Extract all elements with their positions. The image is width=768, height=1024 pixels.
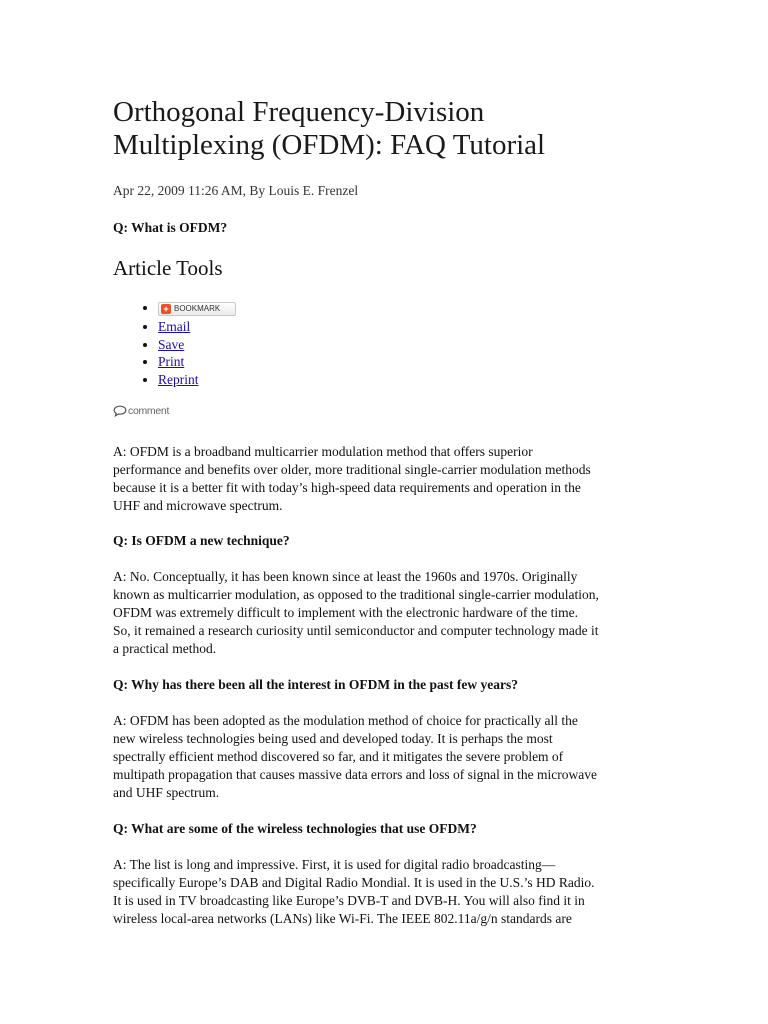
article-tools-heading: Article Tools xyxy=(113,256,223,280)
text-line: A: No. Conceptually, it has been known since at least the 1960s and 1970s. Originally xyxy=(113,569,578,584)
text-line: a practical method. xyxy=(113,641,217,656)
title-line: Multiplexing (OFDM): FAQ Tutorial xyxy=(113,129,546,161)
text-line: A: OFDM has been adopted as the modulation method of choice for practically all the xyxy=(113,713,578,728)
tools-item-reprint xyxy=(158,371,236,389)
tools-item-bookmark xyxy=(158,298,236,318)
answer-paragraph xyxy=(113,568,658,658)
text-line: OFDM was extremely difficult to implement with the electronic hardware of the time. xyxy=(113,605,578,620)
text-line: multipath propagation that causes massive data errors and loss of signal in the microwave xyxy=(113,767,597,782)
text-line: spectrally efficient method discovered so far, and it mitigates the severe problem of xyxy=(113,749,564,764)
text-line: UHF and microwave spectrum. xyxy=(113,498,283,513)
comment-label: comment xyxy=(128,405,170,417)
text-line: known as multicarrier modulation, as opposed to the traditional single-carrier modulation, xyxy=(113,587,599,602)
comment-link[interactable] xyxy=(113,405,169,417)
text-line: So, it remained a research curiosity until semiconductor and computer technology made it xyxy=(113,623,599,638)
article-tools-list xyxy=(113,298,236,388)
text-line: It is used in TV broadcasting like Europe’s DVB-T and DVB-H. You will also find it in xyxy=(113,893,585,908)
text-line: new wireless technologies being used and developed today. It is perhaps the most xyxy=(113,731,553,746)
text-line: A: OFDM is a broadband multicarrier modulation method that offers superior xyxy=(113,444,533,459)
tools-item-save xyxy=(158,336,236,354)
question-heading: Q: What is OFDM? xyxy=(113,220,228,235)
article-title xyxy=(113,96,658,162)
text-line: and UHF spectrum. xyxy=(113,785,220,800)
answer-paragraph xyxy=(113,712,658,802)
answer-paragraph xyxy=(113,856,658,928)
question-heading: Q: Is OFDM a new technique? xyxy=(113,533,290,548)
bookmark-label: BOOKMARK xyxy=(174,303,221,313)
answer-paragraph xyxy=(113,443,658,515)
question-heading: Q: What are some of the wireless technologies that use OFDM? xyxy=(113,821,477,836)
text-line: performance and benefits over older, more traditional single-carrier modulation methods xyxy=(113,462,591,477)
title-line: Orthogonal Frequency-Division xyxy=(113,96,485,128)
save-link[interactable]: Save xyxy=(158,336,185,352)
print-link[interactable]: Print xyxy=(158,354,185,369)
text-line: because it is a better fit with today’s high-speed data requirements and operation in the xyxy=(113,480,581,495)
text-line: wireless local-area networks (LANs) like Wi-Fi. The IEEE 802.11a/g/n standards are xyxy=(113,911,572,926)
bookmark-button[interactable] xyxy=(158,302,236,316)
article-byline: Apr 22, 2009 11:26 AM, By Louis E. Frenzel xyxy=(113,183,359,198)
question-heading: Q: Why has there been all the interest in OFDM in the past few years? xyxy=(113,677,518,692)
text-line: specifically Europe’s DAB and Digital Radio Mondial. It is used in the U.S.’s HD Radio. xyxy=(113,875,595,890)
tools-item-email xyxy=(158,318,236,336)
reprint-link[interactable]: Reprint xyxy=(158,371,199,387)
text-line: A: The list is long and impressive. First, it is used for digital radio broadcasting— xyxy=(113,857,556,872)
tools-item-print xyxy=(158,353,236,371)
plus-icon: • + xyxy=(161,304,171,314)
email-link[interactable]: Email xyxy=(158,319,191,334)
speech-bubble-icon xyxy=(113,405,127,417)
